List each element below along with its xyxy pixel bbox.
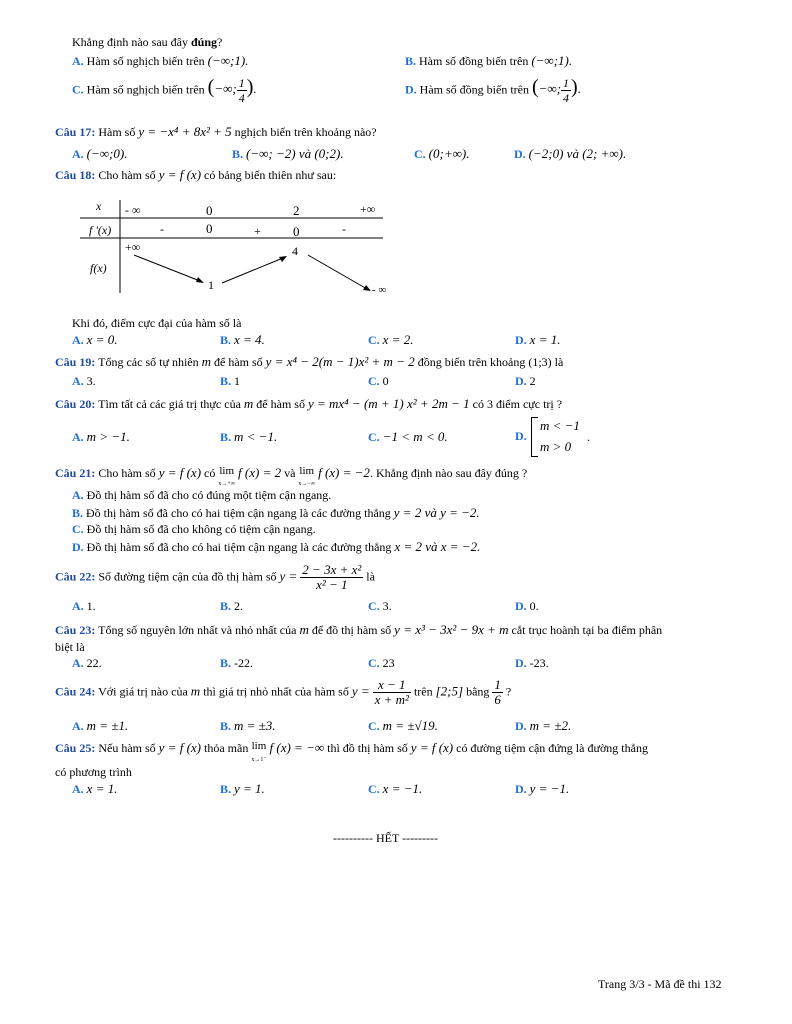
q19-option-b: B. 1 <box>220 374 241 388</box>
x-label: x <box>96 199 102 213</box>
q16-option-a: A. Hàm số nghịch biến trên (−∞;1). <box>72 53 249 68</box>
q23-option-d: D. -23. <box>515 656 549 670</box>
q18-stem: Câu 18: Cho hàm số y = f (x) có bảng biến thiên như sau: <box>55 167 337 182</box>
q20-option-c: C. −1 < m < 0. <box>368 429 448 444</box>
q24-option-d: D. m = ±2. <box>515 718 572 733</box>
q21-option-d: D. Đồ thị hàm số đã cho có hai tiệm cận ngang là các đường thẳng x = 2 và x = −2. <box>72 539 481 554</box>
q21-stem: Câu 21: Cho hàm số y = f (x) có lim x→+∞ f (x) = 2 và lim x→−∞ f (x) = −2. Khẳng định nào sau đây đúng ? <box>55 465 528 487</box>
fprime-sign: - <box>160 222 164 236</box>
q23-stem: Câu 23: Tổng số nguyên lớn nhất và nhỏ nhất của m để đồ thị hàm số y = x³ − 3x² − 9x + m cắt trục hoành tại ba điểm phân <box>55 622 663 637</box>
q24-option-c: C. m = ±√19. <box>368 718 438 733</box>
f-val: 1 <box>208 278 214 292</box>
q24-option-a: A. m = ±1. <box>72 718 129 733</box>
q25-option-a: A. x = 1. <box>72 781 118 796</box>
q16-option-b: B. Hàm số đồng biến trên (−∞;1). <box>405 53 573 68</box>
decrease-arrow <box>134 255 200 281</box>
page-footer: Trang 3/3 - Mã đề thi 132 <box>598 977 722 991</box>
fprime-sign: - <box>342 222 346 236</box>
q21-option-b: B. Đồ thị hàm số đã cho có hai tiệm cận ngang là các đường thẳng y = 2 và y = −2. <box>72 505 480 520</box>
q22-option-a: A. 1. <box>72 599 96 613</box>
x-val: - ∞ <box>125 203 141 217</box>
q22-stem: Câu 22: Số đường tiệm cận của đồ thị hàm số y = $\frac{\text{2 − 3x + x²}}{\text{x² − 1}}$ là <box>55 562 375 592</box>
q17-option-a: A. (−∞;0). <box>72 146 128 161</box>
q20-option-d-line1: m < −1 <box>540 418 580 433</box>
q20-option-d-end: . <box>587 430 590 444</box>
q16-stem: Khẳng định nào sau đây đúng? <box>72 35 223 49</box>
q20-stem: Câu 20: Tìm tất cả các giá trị thực của m để hàm số y = mx⁴ − (m + 1) x² + 2m − 1 có 3 điểm cực trị ? <box>55 396 563 411</box>
q23-option-a: A. 22. <box>72 656 102 670</box>
q18-question: Khi đó, điểm cực đại của hàm số là <box>72 316 242 330</box>
q20-option-a: A. m > −1. <box>72 429 130 444</box>
q24-option-b: B. m = ±3. <box>220 718 276 733</box>
q18-option-b: B. x = 4. <box>220 332 265 347</box>
decrease-arrow <box>308 255 367 289</box>
q23-option-c: C. 23 <box>368 656 395 670</box>
q17-stem: Câu 17: Hàm số y = −x⁴ + 8x² + 5 nghịch biến trên khoảng nào? <box>55 124 377 139</box>
fprime-label: f '(x) <box>89 223 112 237</box>
q24-stem: Câu 24: Với giá trị nào của m thì giá trị nhỏ nhất của hàm số y = $\frac{x - 1}{\text{x + m²}}$ trên [2;5] bằng $\frac{1}{6}$ ? <box>55 677 512 707</box>
q25-option-b: B. y = 1. <box>220 781 265 796</box>
q16-option-c: C. Hàm số nghịch biến trên (−∞; $\frac{1}{4}$ ). <box>72 76 257 105</box>
q19-option-a: A. 3. <box>72 374 96 388</box>
fprime-sign: + <box>254 224 261 238</box>
q22-option-c: C. 3. <box>368 599 392 613</box>
q25-stem: Câu 25: Nếu hàm số y = f (x) thỏa mãn lim x→1⁻ f (x) = −∞ thì đồ thị hàm số y = f (x) có đường tiệm cận đứng là đường thẳng <box>55 740 648 763</box>
increase-arrow <box>222 258 283 283</box>
f-label: f(x) <box>90 261 107 275</box>
f-val: - ∞ <box>372 284 387 296</box>
fprime-val: 0 <box>206 221 213 236</box>
x-val: 0 <box>206 203 213 218</box>
q20-option-d-line2: m > 0 <box>540 439 572 454</box>
q23-option-b: B. -22. <box>220 656 254 670</box>
q18-option-c: C. x = 2. <box>368 332 414 347</box>
q17-option-b: B. (−∞; −2) và (0;2). <box>232 146 344 161</box>
q18-option-a: A. x = 0. <box>72 332 118 347</box>
variation-table <box>80 195 400 305</box>
fprime-val: 0 <box>293 224 300 239</box>
q18-option-d: D. x = 1. <box>515 332 561 347</box>
x-val: +∞ <box>360 202 376 216</box>
x-val: 2 <box>293 203 300 218</box>
q22-option-b: B. 2. <box>220 599 244 613</box>
bracket-icon <box>531 417 538 457</box>
q22-option-d: D. 0. <box>515 599 539 613</box>
q20-option-b: B. m < −1. <box>220 429 278 444</box>
q17-option-c: C. (0;+∞). <box>414 146 470 161</box>
q20-option-d: D. <box>515 429 527 443</box>
q16-option-d: D. Hàm số đồng biến trên (−∞; $\frac{1}{4}$ ). <box>405 76 581 105</box>
q19-option-c: C. 0 <box>368 374 389 388</box>
q25-stem-line2: có phương trình <box>55 765 132 779</box>
q17-option-d: D. (−2;0) và (2; +∞). <box>514 146 627 161</box>
q21-option-a: A. Đồ thị hàm số đã cho có đúng một tiệm cận ngang. <box>72 488 332 502</box>
q19-option-d: D. 2 <box>515 374 536 388</box>
q23-stem-line2: biệt là <box>55 640 85 654</box>
q25-option-d: D. y = −1. <box>515 781 570 796</box>
q25-option-c: C. x = −1. <box>368 781 423 796</box>
end-marker: ---------- HẾT --------- <box>333 831 439 845</box>
f-val: 4 <box>292 244 298 258</box>
f-val: +∞ <box>125 240 141 254</box>
q19-stem: Câu 19: Tổng các số tự nhiên m để hàm số y = x⁴ − 2(m − 1)x² + m − 2 đồng biến trên khoảng (1;3) là <box>55 354 564 369</box>
q21-option-c: C. Đồ thị hàm số đã cho không có tiệm cận ngang. <box>72 522 316 536</box>
